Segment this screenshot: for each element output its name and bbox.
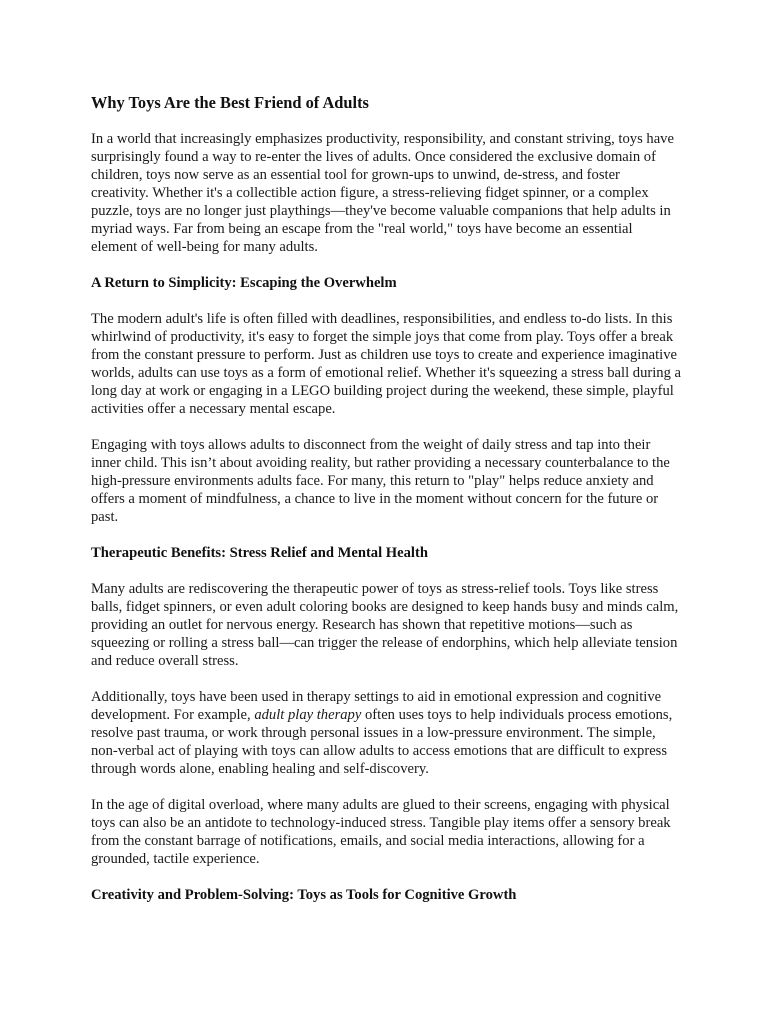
therapeutic-paragraph-2-text-a: Additionally, toys have been used in therapy settings to aid in emotional expression and cognitive development. For example, <box>91 689 662 723</box>
therapeutic-paragraph-2-text-b: often uses toys to help individuals process emotions, resolve past trauma, or work through personal issues in a low-pressure environment. The simple, non-verbal act of playing with toys can allow adults to access emotions that are difficult to express through words alone, enabling healing and self-discovery. <box>91 707 673 777</box>
therapeutic-paragraph-3: In the age of digital overload, where many adults are glued to their screens, engaging with physical toys can also be an antidote to technology-induced stress. Tangible play items offer a sensory break from the constant barrage of notifications, emails, and social media interactions, allowing for a grounded, tactile experience. <box>91 797 671 867</box>
emphasis-adult-play-therapy: adult play therapy <box>254 707 362 723</box>
simplicity-paragraph-2: Engaging with toys allows adults to disconnect from the weight of daily stress and tap into their inner child. This isn’t about avoiding reality, but rather providing a necessary counterbalance to the high-pressure environments adults face. For many, this return to "play" helps reduce anxiety and offers a moment of mindfulness, a chance to live in the moment without concern for the future or past. <box>91 437 670 525</box>
document-title: Why Toys Are the Best Friend of Adults <box>91 93 369 112</box>
therapeutic-paragraph-2 <box>91 688 681 778</box>
section-heading-therapeutic: Therapeutic Benefits: Stress Relief and Mental Health <box>91 545 428 561</box>
simplicity-paragraph-1: The modern adult's life is often filled with deadlines, responsibilities, and endless to-do lists. In this whirlwind of productivity, it's easy to forget the simple joys that come from play. Toys offer a break from the constant pressure to perform. Just as children use toys to create and experience imaginative worlds, adults can use toys as a form of emotional relief. Whether it's squeezing a stress ball during a long day at work or engaging in a LEGO building project during the weekend, these simple, playful activities offer a necessary mental escape. <box>91 311 682 417</box>
section-heading-creativity: Creativity and Problem-Solving: Toys as Tools for Cognitive Growth <box>91 887 517 903</box>
document-body <box>91 92 681 922</box>
therapeutic-paragraph-1: Many adults are rediscovering the therapeutic power of toys as stress-relief tools. Toys like stress balls, fidget spinners, or even adult coloring books are designed to keep hands busy and minds calm, providing an outlet for nervous energy. Research has shown that repetitive motions—such as squeezing or rolling a stress ball—can trigger the release of endorphins, which help alleviate tension and reduce overall stress. <box>91 581 679 669</box>
intro-paragraph: In a world that increasingly emphasizes productivity, responsibility, and constant striving, toys have surprisingly found a way to re-enter the lives of adults. Once considered the exclusive domain of children, toys now serve as an essential tool for grown-ups to unwind, de-stress, and foster creativity. Whether it's a collectible action figure, a stress-relieving fidget spinner, or a complex puzzle, toys are no longer just playthings—they've become valuable companions that help adults in myriad ways. Far from being an escape from the "real world," toys have become an essential element of well-being for many adults. <box>91 131 674 255</box>
section-heading-simplicity: A Return to Simplicity: Escaping the Overwhelm <box>91 275 397 291</box>
